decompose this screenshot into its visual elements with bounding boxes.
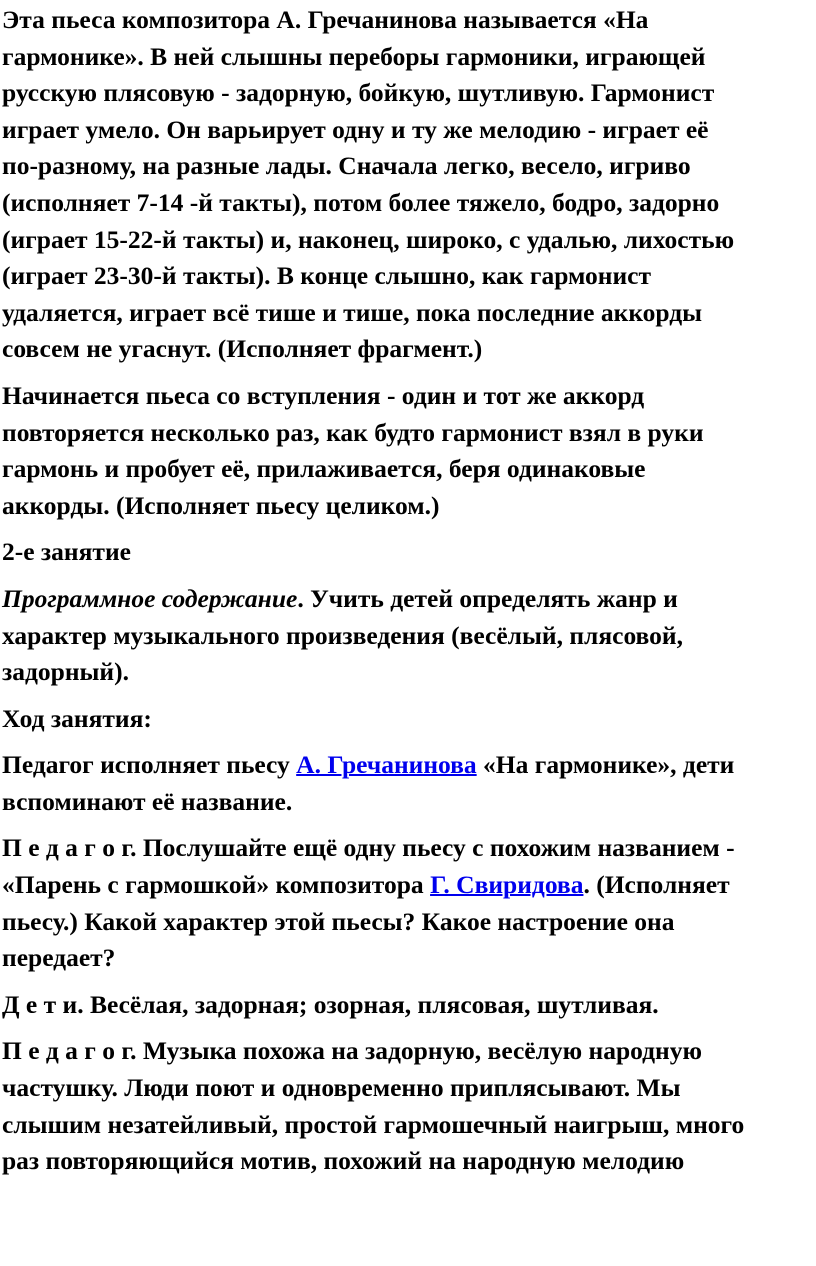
link-grechaninov[interactable]: А. Гречанинова xyxy=(296,750,477,780)
text-line: передает? xyxy=(2,943,116,973)
text-line: пьесу.) Какой характер этой пьесы? Какое настроение она xyxy=(2,906,675,936)
heading-text: Ход занятия: xyxy=(2,703,152,733)
paragraph-intro xyxy=(2,2,816,368)
paragraph-children-answer xyxy=(2,987,816,1024)
text-line: гармонике». В ней слышны переборы гармоники, играющей xyxy=(2,41,706,71)
text-line: гармонь и пробует её, прилаживается, беря одинаковые xyxy=(2,454,646,484)
text-line: П е д а г о г. Послушайте ещё одну пьесу с похожим названием - xyxy=(2,833,735,863)
paragraph-teacher-listen xyxy=(2,830,816,976)
text-line: по-разному, на разные лады. Сначала легко, весело, игриво xyxy=(2,151,691,181)
text-line: П е д а г о г. Музыка похожа на задорную, весёлую народную xyxy=(2,1036,702,1066)
text-line: раз повторяющийся мотив, похожий на народную мелодию xyxy=(2,1146,685,1176)
link-sviridov[interactable]: Г. Свиридова xyxy=(430,870,584,900)
program-content-label: Программное содержание xyxy=(2,583,298,613)
text-line: частушку. Люди поют и одновременно приплясывают. Мы xyxy=(2,1073,681,1103)
text-fragment: «На гармонике», дети xyxy=(476,750,735,780)
paragraph-program-content xyxy=(2,581,816,691)
text-line: Д е т и. Весёлая, задорная; озорная, плясовая, шутливая. xyxy=(2,989,659,1019)
text-fragment: . (Исполняет xyxy=(583,870,730,900)
text-line: Начинается пьеса со вступления - один и тот же аккорд xyxy=(2,380,645,410)
paragraph-teacher-explains xyxy=(2,1033,816,1179)
text-line: характер музыкального произведения (весёлый, плясовой, xyxy=(2,620,683,650)
text-line: русскую плясовую - задорную, бойкую, шутливую. Гармонист xyxy=(2,78,715,108)
text-line: повторяется несколько раз, как будто гармонист взял в руки xyxy=(2,417,704,447)
heading-text: 2-е занятие xyxy=(2,537,131,567)
text-line: задорный). xyxy=(2,657,129,687)
text-fragment: «Парень с гармошкой» композитора xyxy=(2,870,431,900)
section-heading-lesson-course xyxy=(2,701,816,738)
text-line xyxy=(2,867,816,904)
text-line: аккорды. (Исполняет пьесу целиком.) xyxy=(2,490,440,520)
text-line: (играет 15-22-й такты) и, наконец, широко, с удалью, лихостью xyxy=(2,224,735,254)
text-line: (играет 23-30-й такты). В конце слышно, как гармонист xyxy=(2,261,652,291)
text-fragment: Педагог исполняет пьесу xyxy=(2,750,297,780)
text-line: (исполняет 7-14 -й такты), потом более тяжело, бодро, задорно xyxy=(2,187,720,217)
text-line: совсем не угаснут. (Исполняет фрагмент.) xyxy=(2,334,483,364)
text-line: вспоминают её название. xyxy=(2,786,293,816)
text-line: слышим незатейливый, простой гармошечный наигрыш, много xyxy=(2,1109,745,1139)
text-line: удаляется, играет всё тише и тише, пока последние аккорды xyxy=(2,297,703,327)
section-heading-lesson-2 xyxy=(2,534,816,571)
paragraph-teacher-plays xyxy=(2,747,816,820)
text-line: играет умело. Он варьирует одну и ту же мелодию - играет её xyxy=(2,114,709,144)
paragraph-beginning xyxy=(2,378,816,524)
text-line: Эта пьеса композитора А. Гречанинова называется «На xyxy=(2,5,649,34)
text-line xyxy=(2,581,816,618)
program-content-text: . Учить детей определять жанр и xyxy=(297,583,678,613)
text-line xyxy=(2,747,816,784)
